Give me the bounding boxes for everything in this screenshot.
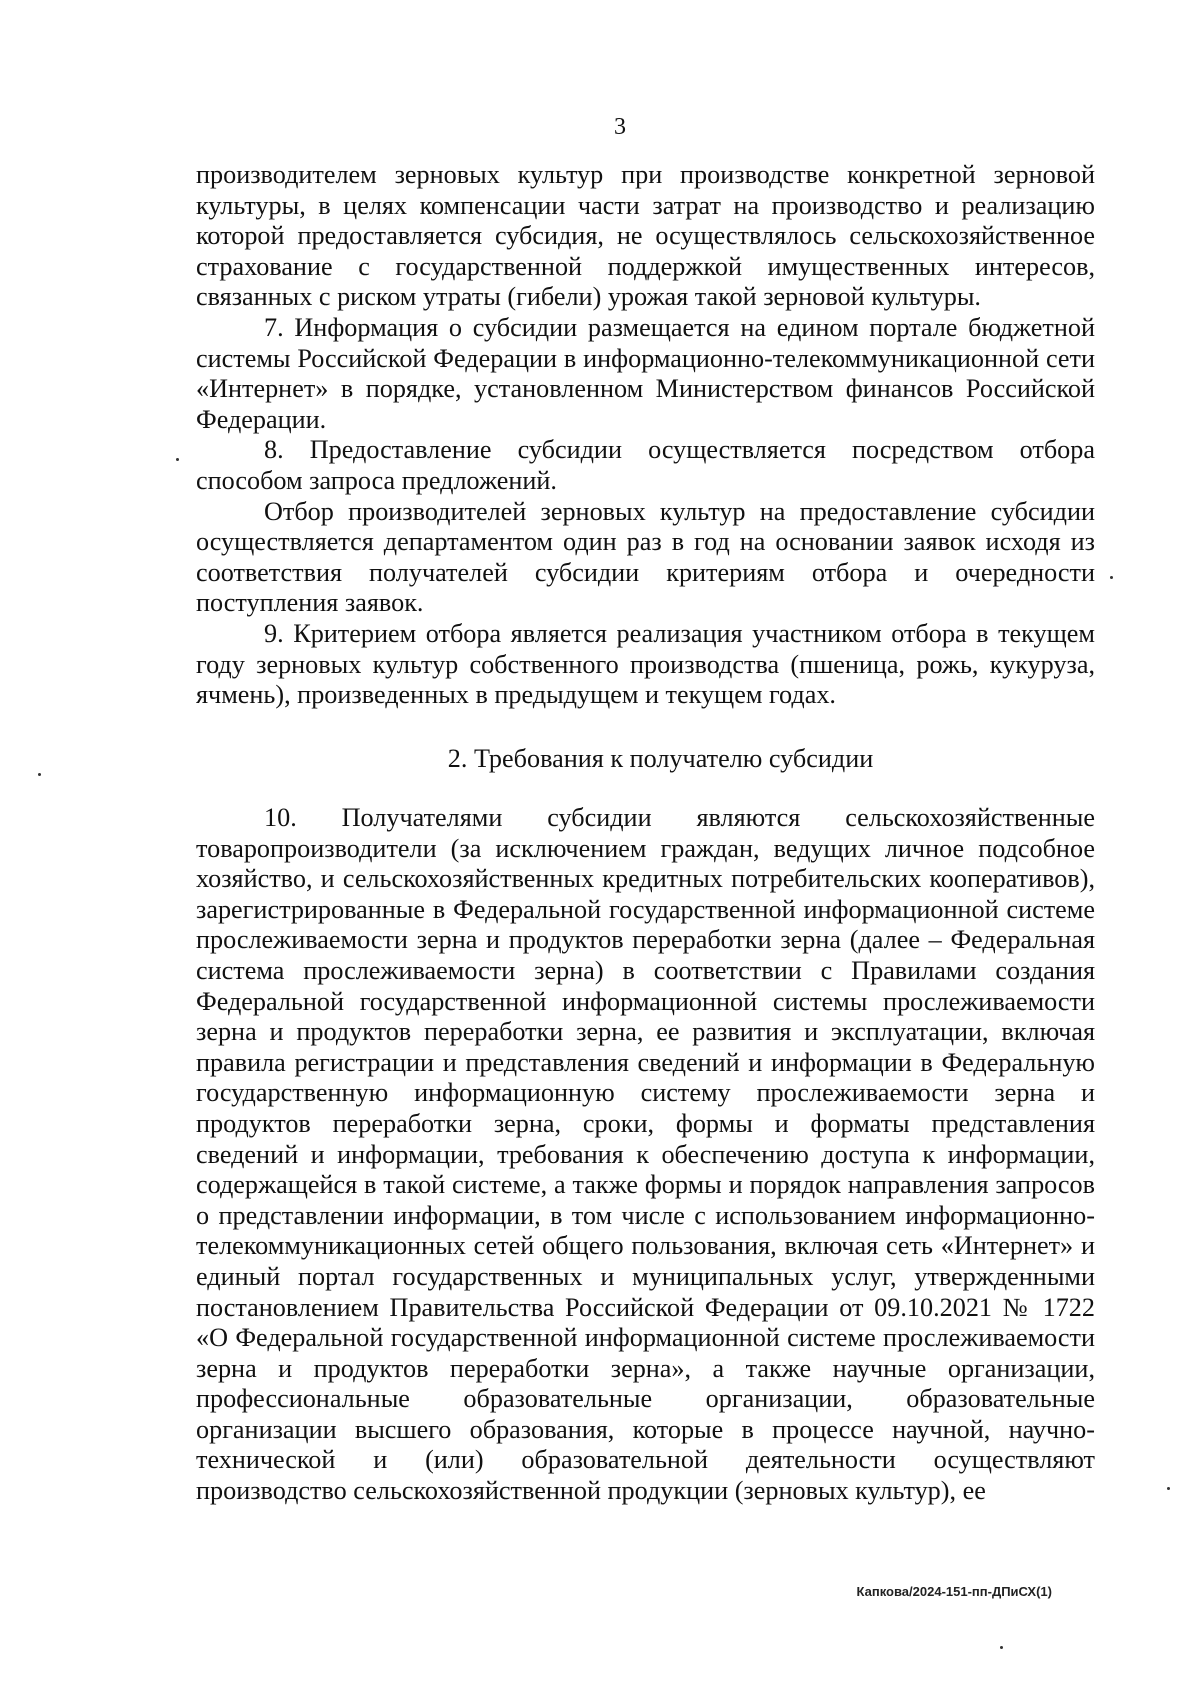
paragraph-item-10: 10. Получателями субсидии являются сельскохозяйственные товаропроизводители (за исключением граждан, ведущих личное подсобное хозяйство, и сельскохозяйственных кредитных потребительских кооперативов), зарегистрированные в Федеральной государственной информационной системе прослеживаемости зерна и продуктов переработки зерна (далее – Федеральная система прослеживаемости зерна) в соответствии с Правилами создания Федеральной государственной информационной системы прослеживаемости зерна и продуктов переработки зерна, ее развития и эксплуатации, включая правила регистрации и представления сведений и информации в Федеральную государственную информационную систему прослеживаемости зерна и продуктов переработки зерна, сроки, формы и форматы представления сведений и информации, требования к обеспечению доступа к информации, содержащейся в такой системе, а также формы и порядок направления запросов о представлении информации, в том числе с использованием информационно-телекоммуникационных сетей общего пользования, включая сеть «Интернет» и единый портал государственных и муниципальных услуг, утвержденными постановлением Правительства Российской Федерации от 09.10.2021 № 1722 «О Федеральной государственной информационной системе прослеживаемости зерна и продуктов переработки зерна», а также научные организации, профессиональные образовательные организации, образовательные организации высшего образования, которые в процессе научной, научно-технической и (или) образовательной деятельности осуществляют производство сельскохозяйственной продукции (зерновых культур), ее [196, 803, 1095, 1506]
scan-speck [1000, 1646, 1003, 1649]
section-2-heading: 2. Требования к получателю субсидии [447, 744, 874, 773]
scan-speck [38, 773, 41, 776]
paragraph-item-8-selection: Отбор производителей зерновых культур на предоставление субсидии осуществляется департаментом один раз в год на основании заявок исходя из соответствия получателей субсидии критериям отбора и очередности поступления заявок. [196, 496, 1095, 618]
page-number: 3 [614, 114, 626, 140]
scan-speck [176, 458, 179, 461]
scan-speck [1110, 576, 1113, 579]
section-2-text [196, 803, 1095, 1507]
paragraph-item-9: 9. Критерием отбора является реализация участником отбора в текущем году зерновых культур собственного производства (пшеница, рожь, кукуруза, ячмень), произведенных в предыдущем и текущем годах. [196, 618, 1095, 710]
document-reference: Капкова/2024-151-пп-ДПиСХ(1) [856, 1584, 1052, 1599]
paragraph-item-7: 7. Информация о субсидии размещается на едином портале бюджетной системы Российской Федерации в информационно-телекоммуникационной сети «Интернет» в порядке, установленном Министерством финансов Российской Федерации. [196, 312, 1095, 434]
continuation-paragraph: производителем зерновых культур при производстве конкретной зерновой культуры, в целях компенсации части затрат на производство и реализацию которой предоставляется субсидия, не осуществлялось сельскохозяйственное страхование с государственной поддержкой имущественных интересов, связанных с риском утраты (гибели) урожая такой зерновой культуры. [196, 160, 1095, 312]
scan-speck [1167, 1487, 1170, 1490]
section-1-text [196, 160, 1095, 711]
paragraph-item-8: 8. Предоставление субсидии осуществляется посредством отбора способом запроса предложений. [196, 435, 1095, 495]
